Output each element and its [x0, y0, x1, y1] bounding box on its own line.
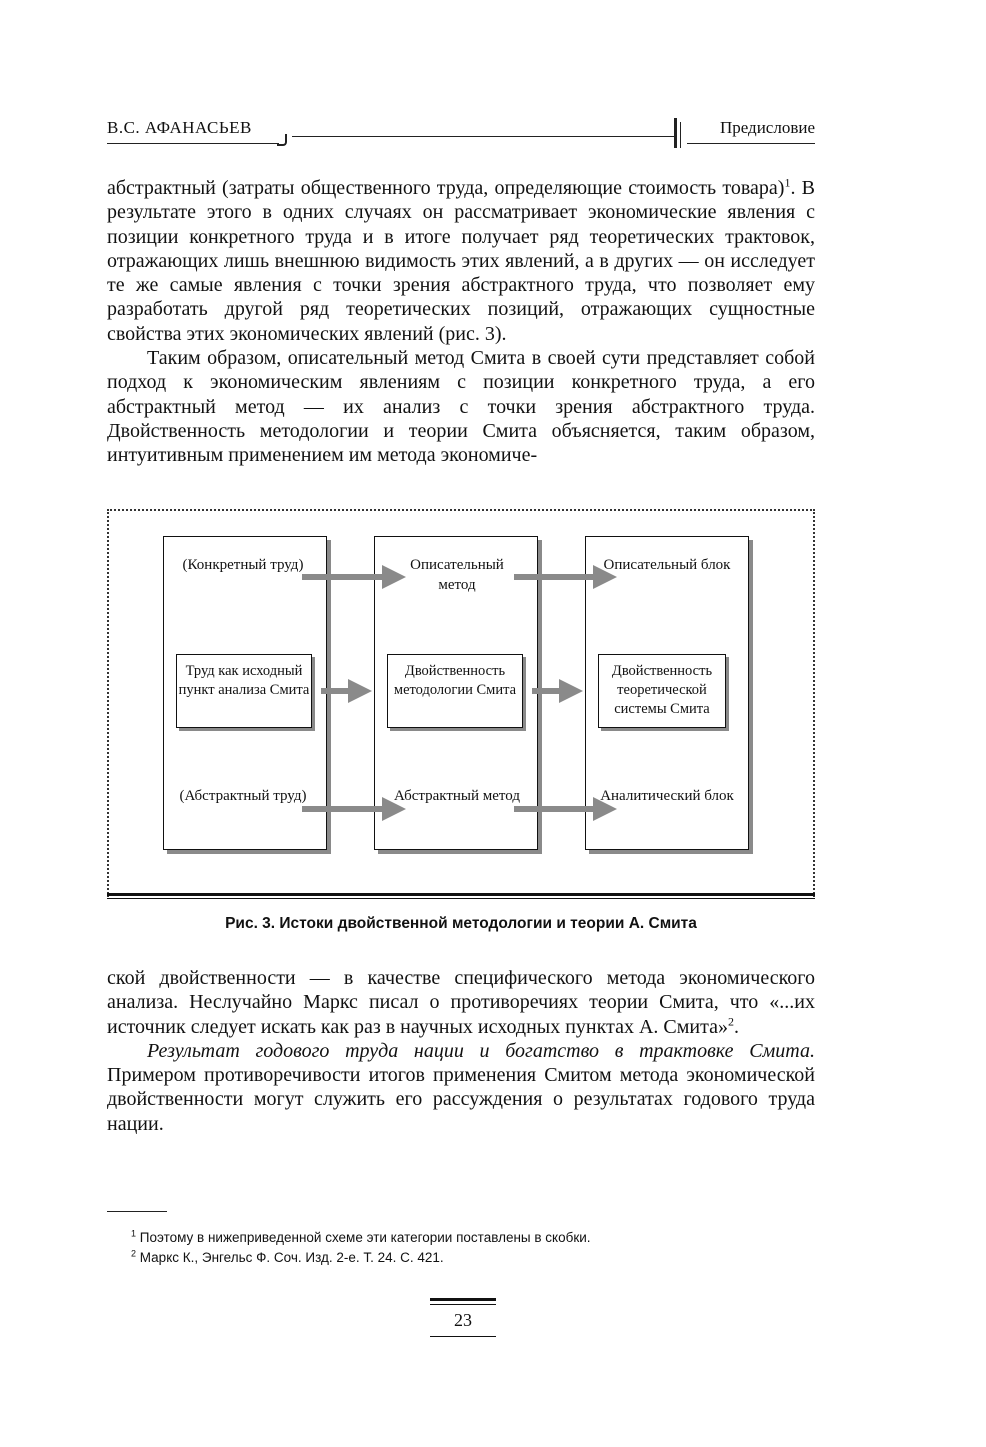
figure-caption: Рис. 3. Истоки двойственной методологии и теории А. Смита — [225, 915, 697, 932]
label-descriptive-block: Описательный блок — [603, 557, 731, 573]
subheading-italic: Результат годового труда нации и богатство в трактовке Смита. — [147, 1039, 815, 1062]
label-concrete-labor: (Конкретный труд) — [182, 557, 304, 573]
box-theory-duality: Двойственность теоретической системы Смита — [598, 654, 726, 728]
footnote-1: $^1$ Поэтому в нижеприведенной схеме эти категории поставлены в скобки. — [131, 1228, 591, 1245]
header-section: Предисловие — [719, 118, 815, 137]
paragraph-2: Таким образом, описательный метод Смита в своей сути представляет собой подход к экономическим явлениям с позиции конкретного труда, а его абстрактный метод — их анализ с точки зрения абстрактного труда. Двойственность методологии и теории Смита объясняется, таким образом, интуитивным применением им метода экономиче- — [107, 347, 815, 467]
page-number: 23 — [454, 1310, 472, 1330]
footnote-ref-1[interactable]: 1 — [784, 175, 791, 190]
header-author: В.С. АФАНАСЬЕВ — [107, 118, 252, 137]
label-descriptive-method: Описательный метод — [410, 557, 504, 593]
body-text-bottom — [107, 966, 815, 1136]
page-number-rule-thin — [430, 1304, 496, 1305]
page-number-rule-bottom — [430, 1336, 496, 1337]
paragraph-3: ской двойственности — в качестве специфического метода экономического анализа. Неслучайно Маркс писал о противоречиях теории Смита, что «...их источник следует искать как раз в научных исходных пунктах А. Смита»$^2$. — [107, 967, 815, 1038]
box-labor-start-point: Труд как исходный пункт анализа Смита — [176, 654, 312, 728]
paragraph-1: абстрактный (затраты общественного труда, определяющие стоимость товара)$^1$. В результате этого в одних случаях он рассматривает экономические явления с позиции конкретного труда и в итоге получает ряд теоретических трактовок, отражающих лишь внешнюю видимость этих явлений, а в других — он исследует те же самые явления с точки зрения абстрактного труда, что позволяет ему разработать другой ряд теоретических позиций, отражающих сущностные свойства этих экономических явлений (рис. 3). — [107, 175, 816, 345]
footnote-rule — [107, 1211, 167, 1212]
label-analytic-block: Аналитический блок — [600, 788, 734, 804]
footnote-2: $^2$ Маркс К., Энгельс Ф. Соч. Изд. 2-е. Т. 24. С. 421. — [131, 1248, 444, 1265]
box-method-duality: Двойственность методологии Смита — [387, 654, 523, 728]
label-abstract-method: Абстрактный метод — [394, 788, 520, 804]
page-number-rule-top — [430, 1298, 496, 1301]
paragraph-4: Результат годового труда нации и богатство в трактовке Смита. Примером противоречивости итогов применения Смитом метода экономической двойственности могут служить его рассуждения о результатах годового труда нации. — [107, 1039, 815, 1135]
footnote-ref-2[interactable]: 2 — [727, 1013, 734, 1028]
label-abstract-labor: (Абстрактный труд) — [179, 788, 307, 804]
